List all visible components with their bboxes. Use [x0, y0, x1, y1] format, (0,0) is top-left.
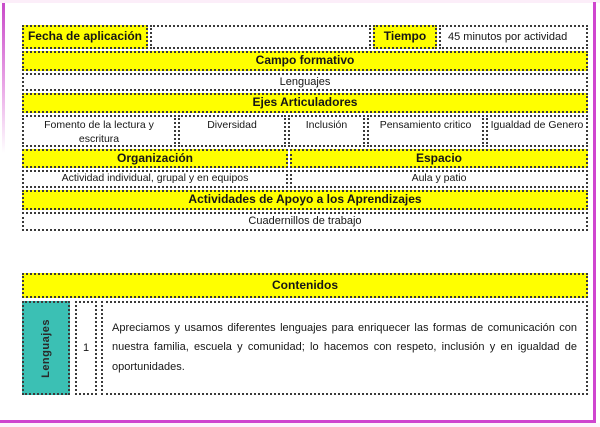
- organizacion-header: Organización: [22, 149, 288, 168]
- table-row: [22, 149, 588, 168]
- contenido-area-cell: [22, 301, 70, 395]
- eje-igualdad-genero: Igualdad de Genero: [486, 115, 588, 147]
- eje-pensamiento-critico: Pensamiento critico: [367, 115, 484, 147]
- table-row: [22, 301, 588, 395]
- actividades-apoyo-header: Actividades de Apoyo a los Aprendizajes: [22, 190, 588, 210]
- table-row: [22, 73, 588, 91]
- page-margin-bottom: [0, 423, 600, 427]
- contenido-text-cell: [101, 301, 588, 395]
- organizacion-value: Actividad individual, grupal y en equipos: [22, 170, 288, 188]
- fecha-aplicacion-header: Fecha de aplicación: [22, 25, 148, 49]
- contenido-text: Apreciamos y usamos diferentes lenguajes para enriquecer las formas de comunicación con nuestra familia, escuela y comunidad; lo hacemos con respeto, inclusión y en igualdad de oportunidades.: [112, 322, 577, 373]
- contenido-area-label: Lenguajes: [39, 318, 52, 378]
- contenidos-table: [22, 273, 588, 395]
- eje-fomento-lectura: Fomento de la lectura y escritura: [22, 115, 176, 147]
- campo-formativo-value: Lenguajes: [22, 73, 588, 91]
- actividades-apoyo-value: Cuadernillos de trabajo: [22, 212, 588, 231]
- eje-inclusion: Inclusión: [288, 115, 365, 147]
- planner-table: [22, 25, 588, 231]
- table-row: [22, 190, 588, 210]
- campo-formativo-header: Campo formativo: [22, 51, 588, 71]
- eje-diversidad: Diversidad: [178, 115, 286, 147]
- espacio-value: Aula y patio: [290, 170, 588, 188]
- table-row: [22, 51, 588, 71]
- table-row: [22, 212, 588, 231]
- table-row: [22, 273, 588, 298]
- espacio-header: Espacio: [290, 149, 588, 168]
- page-border-right: [593, 2, 596, 423]
- fecha-aplicacion-field[interactable]: [150, 25, 371, 49]
- table-row: [22, 25, 588, 49]
- contenido-number: 1: [75, 301, 97, 395]
- tiempo-value: 45 minutos por actividad: [439, 25, 588, 49]
- table-row: [22, 115, 588, 147]
- page-border-top: [0, 0, 600, 3]
- tiempo-header: Tiempo: [373, 25, 437, 49]
- table-row: [22, 170, 588, 188]
- contenidos-header: Contenidos: [22, 273, 588, 298]
- table-row: [22, 93, 588, 113]
- page-border-left: [2, 3, 5, 153]
- ejes-articuladores-header: Ejes Articuladores: [22, 93, 588, 113]
